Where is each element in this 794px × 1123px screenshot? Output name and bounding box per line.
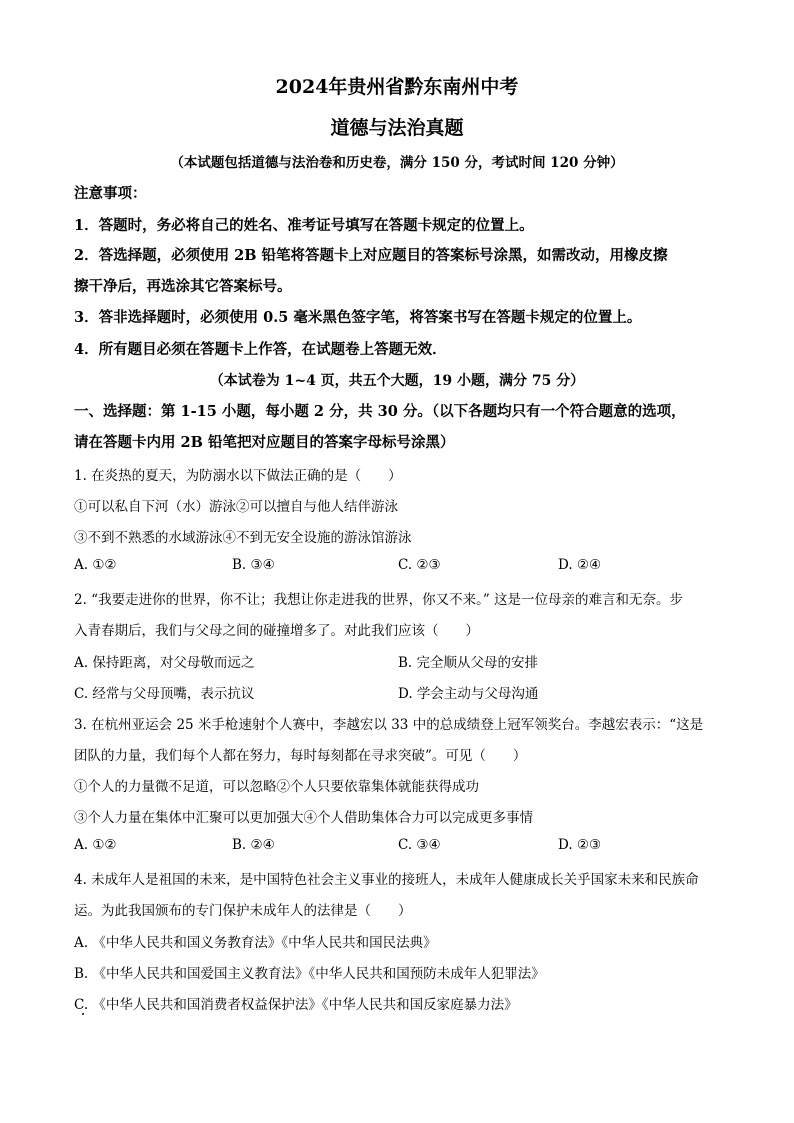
exam-scope-note: （本试题包括道德与法治卷和历史卷，满分 150 分，考试时间 120 分钟） [170,155,624,171]
question-4-choice-c: C. 《中华人民共和国消费者权益保护法》《中华人民共和国反家庭暴力法》 [74,997,518,1013]
notes-item-1: 1．答题时，务必将自己的姓名、准考证号填写在答题卡规定的位置上。 [74,217,534,234]
question-3-choice-d: D. ②③ [558,837,602,853]
paper-info: （本试卷为 1~4 页，共五个大题，19 小题，满分 75 分） [209,373,585,389]
notes-item-2: 2．答选择题，必须使用 2B 铅笔将答题卡上对应题目的答案标号涂黑，如需改动，用橡皮擦 [74,247,668,264]
question-1-choice-a: A. ①② [74,557,117,573]
question-1-choice-b: B. ③④ [232,557,275,573]
question-4-choice-a: A. 《中华人民共和国义务教育法》《中华人民共和国民法典》 [74,935,437,951]
exam-title: 2024年贵州省黔东南州中考 [275,76,519,98]
question-3-options-a: ①个人的力量微不足道，可以忽略②个人只要依靠集体就能获得成功 [74,779,479,795]
question-2-stem: 2. “我要走进你的世界，你不让；我想让你走进我的世界，你又不来。” 这是一位母亲的难言和无奈。步 [74,592,684,608]
question-1-options-b: ③不到不熟悉的水域游泳④不到无安全设施的游泳馆游泳 [74,530,412,546]
question-4-stem: 4. 未成年人是祖国的未来，是中国特色社会主义事业的接班人，未成年人健康成长关乎国家未来和民族命 [74,872,699,888]
notes-item-3: 3．答非选择题时，必须使用 0.5 毫米黑色签字笔，将答案书写在答题卡规定的位置上。 [74,309,642,326]
question-2-choice-a: A. 保持距离，对父母敬而远之 [74,655,255,671]
question-3-choice-a: A. ①② [74,837,117,853]
question-3-choice-c: C. ③④ [398,837,441,853]
question-4-stem-cont: 运。为此我国颁布的专门保护未成年人的法律是（ ） [74,903,412,919]
question-3-choice-b: B. ②④ [232,837,275,853]
section1-heading-cont: 请在答题卡内用 2B 铅笔把对应题目的答案字母标号涂黑） [74,434,455,451]
notes-item-4: 4．所有题目必须在答题卡上作答，在试题卷上答题无效． [74,341,447,358]
question-3-stem-cont: 团队的力量，我们每个人都在努力，每时每刻都在寻求突破”。可见（ ） [74,748,527,764]
question-1-choice-c: C. ②③ [398,557,441,573]
notes-item-2-cont: 擦干净后，再选涂其它答案标号。 [74,278,292,295]
section1-heading: 一、选择题：第 1-15 小题，每小题 2 分，共 30 分。（以下各题均只有一个符合题意的选项， [74,403,686,420]
question-2-stem-cont: 入青春期后，我们与父母之间的碰撞增多了。对此我们应该（ ） [74,623,479,639]
question-4-choice-b: B. 《中华人民共和国爱国主义教育法》《中华人民共和国预防未成年人犯罪法》 [74,966,545,982]
question-1-options-a: ①可以私自下河（水）游泳②可以擅自与他人结伴游泳 [74,499,398,515]
question-1-choice-d: D. ②④ [558,557,602,573]
question-2-choice-d: D. 学会主动与父母沟通 [398,686,539,702]
exam-subject-title: 道德与法治真题 [330,117,464,139]
question-3-options-b: ③个人力量在集体中汇聚可以更加强大④个人借助集体合力可以完成更多事情 [74,810,533,826]
notes-heading: 注意事项： [74,185,147,202]
stray-dot [82,1013,84,1015]
question-1-stem: 1. 在炎热的夏天，为防溺水以下做法正确的是（ ） [74,468,402,484]
question-2-choice-c: C. 经常与父母顶嘴，表示抗议 [74,686,255,702]
question-3-stem: 3. 在杭州亚运会 25 米手枪速射个人赛中，李越宏以 33 中的总成绩登上冠军领奖台。李越宏表示：“这是 [74,717,704,733]
question-2-choice-b: B. 完全顺从父母的安排 [398,655,539,671]
